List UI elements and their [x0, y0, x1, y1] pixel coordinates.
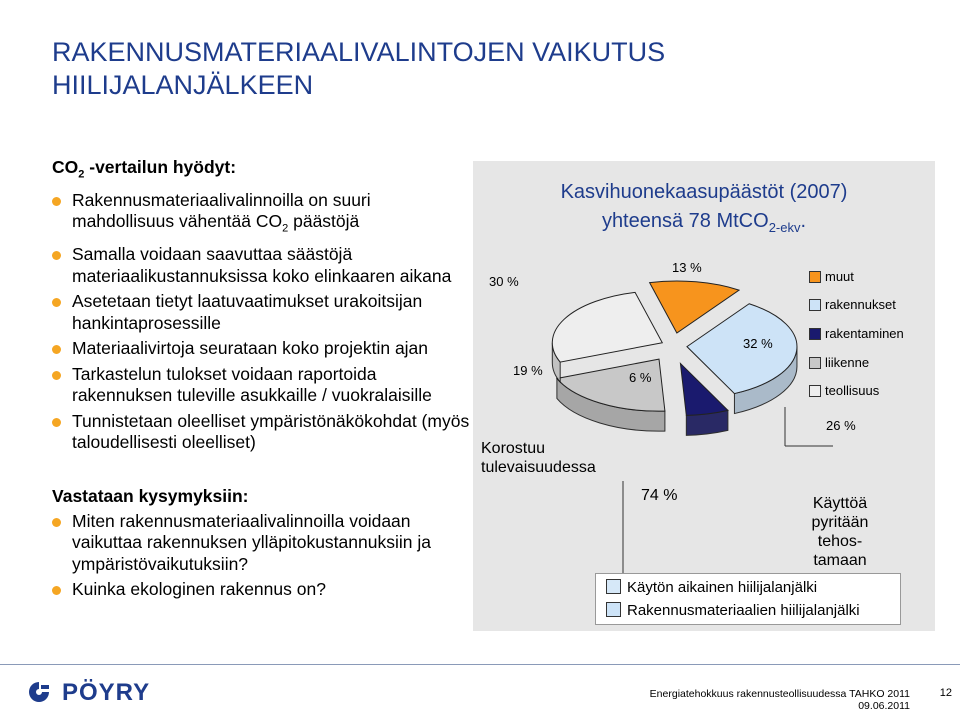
chart-subtitle-post: . — [800, 210, 807, 232]
footer-info — [560, 688, 910, 712]
slice-label-teollisuus: 26 % — [826, 418, 856, 433]
bullet-column — [52, 157, 472, 605]
bullet-text: Kuinka ekologinen rakennus on? — [72, 579, 326, 599]
poyry-logo-icon — [22, 680, 56, 704]
poyry-logo-text: PÖYRY — [62, 679, 151, 706]
slide-title-line1: RAKENNUSMATERIAALIVALINTOJEN VAIKUTUS — [52, 37, 666, 67]
section1-heading-sub: 2 — [78, 168, 85, 181]
percent-label-30: 30 % — [489, 274, 519, 289]
legend-swatch-rakentaminen — [809, 328, 821, 340]
future-annotation: Korostuu tulevaisuudessa — [481, 440, 596, 476]
legend-swatch-liikenne — [809, 357, 821, 369]
legend-row-use — [606, 579, 817, 596]
bullet-item — [52, 190, 472, 241]
bullet-dot-icon — [52, 418, 61, 427]
legend-swatch-muut — [809, 271, 821, 283]
efficiency-annotation: Käyttöä pyritään tehos- tamaan — [811, 495, 869, 569]
bullet-item — [52, 511, 472, 576]
bullet-text: Asetetaan tietyt laatuvaatimukset urakoitsijan hankintaprosessille — [72, 291, 423, 333]
bullet-dot-icon — [52, 197, 61, 206]
legend-label-rakennukset: rakennukset — [825, 297, 896, 312]
legend-swatch-materials — [606, 602, 621, 617]
bullet-dot-icon — [52, 518, 61, 527]
section1-heading-pre: CO — [52, 157, 79, 177]
bullet-dot-icon — [52, 586, 61, 595]
legend-label-teollisuus: teollisuus — [825, 383, 880, 398]
section1-heading-post: -vertailun hyödyt: — [84, 157, 237, 177]
bullet-item — [52, 364, 472, 407]
bullet-dot-icon — [52, 251, 61, 260]
page-number: 12 — [939, 687, 952, 699]
footer-date: 09.06.2011 — [858, 700, 910, 712]
legend-label-liikenne: liikenne — [825, 355, 870, 370]
share-74-label: 74 % — [641, 487, 678, 504]
bullet-text: Tunnistetaan oleelliset ympäristönäkökohdat (myös taloudellisesti oleelliset) — [72, 410, 470, 452]
bullet-dot-icon — [52, 298, 61, 307]
bullet-item — [52, 338, 472, 360]
slice-label-liikenne: 19 % — [513, 363, 543, 378]
chart-subtitle — [473, 210, 935, 235]
legend-label-materials: Rakennusmateriaalien hiilijalanjälki — [627, 602, 860, 619]
slide-title-line2: HIILIJALANJÄLKEEN — [52, 70, 314, 100]
bullet-item — [52, 411, 472, 454]
section2-heading: Vastataan kysymyksiin: — [52, 485, 249, 506]
legend-label-rakentaminen: rakentaminen — [825, 326, 904, 341]
slide-title — [52, 36, 752, 102]
footer-divider — [0, 664, 960, 665]
bullet-text-post: päästöjä — [288, 211, 360, 231]
footprint-legend — [595, 573, 901, 625]
chart-subtitle-sub: 2-ekv — [768, 220, 801, 235]
chart-subtitle-pre: yhteensä 78 MtCO — [601, 210, 769, 232]
legend-label-muut: muut — [825, 269, 854, 284]
footer-event: Energiatehokkuus rakennusteollisuudessa TAHKO 2011 — [649, 688, 910, 700]
legend-label-use: Käytön aikainen hiilijalanjälki — [627, 579, 818, 596]
slice-label-rakennukset: 32 % — [743, 336, 773, 351]
bullet-text: Miten rakennusmateriaalivalinnoilla voidaan vaikuttaa rakennuksen ylläpitokustannuksiin ja ympäristövaikutuksiin? — [72, 510, 431, 574]
emissions-chart-panel — [473, 161, 935, 631]
legend-swatch-use — [606, 579, 621, 594]
legend-swatch-rakennukset — [809, 299, 821, 311]
slice-label-muut: 13 % — [672, 260, 702, 275]
bullet-text: Samalla voidaan saavuttaa säästöjä materiaalikustannuksissa koko elinkaaren aikana — [72, 244, 452, 286]
bullet-item — [52, 291, 472, 334]
chart-title: Kasvihuonekaasupäästöt (2007) — [560, 181, 848, 203]
section1-heading — [52, 157, 472, 186]
bullet-text-sub: 2 — [282, 222, 289, 235]
bullet-dot-icon — [52, 371, 61, 380]
bullet-item — [52, 244, 472, 287]
legend-row-materials — [606, 602, 860, 619]
bullet-text: Materiaalivirtoja seurataan koko projektin ajan — [72, 338, 429, 358]
slice-label-rakentaminen: 6 % — [629, 370, 652, 385]
bullet-dot-icon — [52, 345, 61, 354]
legend-swatch-teollisuus — [809, 385, 821, 397]
bullet-text-pre: Rakennusmateriaalivalinnoilla on suuri mahdollisuus vähentää CO — [72, 189, 371, 231]
bullet-text: Tarkastelun tulokset voidaan raportoida rakennuksen tuleville asukkaille / vuokralaisille — [72, 363, 432, 405]
bullet-item — [52, 579, 472, 601]
